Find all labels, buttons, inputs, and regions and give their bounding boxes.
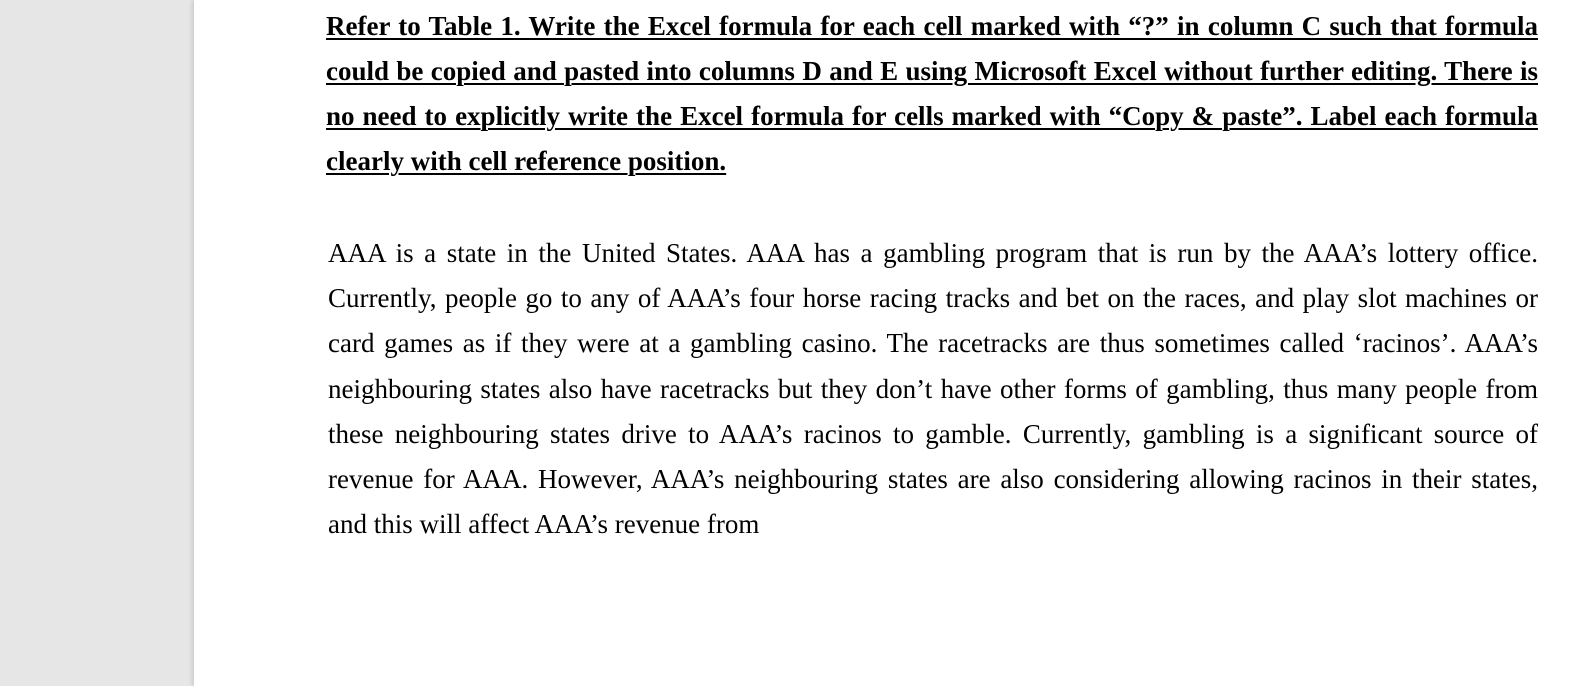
question-instruction: Refer to Table 1. Write the Excel formula for each cell marked with “?” in column C such that formula could be copied and pasted into columns D and E using Microsoft Excel without further editing. There is no need to explicitly write the Excel formula for cells marked with “Copy & paste”. Label each formula clearly with cell reference position. <box>326 11 1538 176</box>
document-page[interactable] <box>194 0 1578 686</box>
body-paragraph: AAA is a state in the United States. AAA has a gambling program that is run by the AAA’s lottery office. Currently, people go to any of AAA’s four horse racing tracks and bet on the races, and play slot machines or card games as if they were at a gambling casino. The racetracks are thus sometimes called ‘racinos’. AAA’s neighbouring states also have racetracks but they don’t have other forms of gambling, thus many people from these neighbouring states drive to AAA’s racinos to gamble. Currently, gambling is a significant source of revenue for AAA. However, AAA’s neighbouring states are also considering allowing racinos in their states, and this will affect AAA’s revenue from <box>328 238 1538 540</box>
page-content <box>326 4 1538 547</box>
